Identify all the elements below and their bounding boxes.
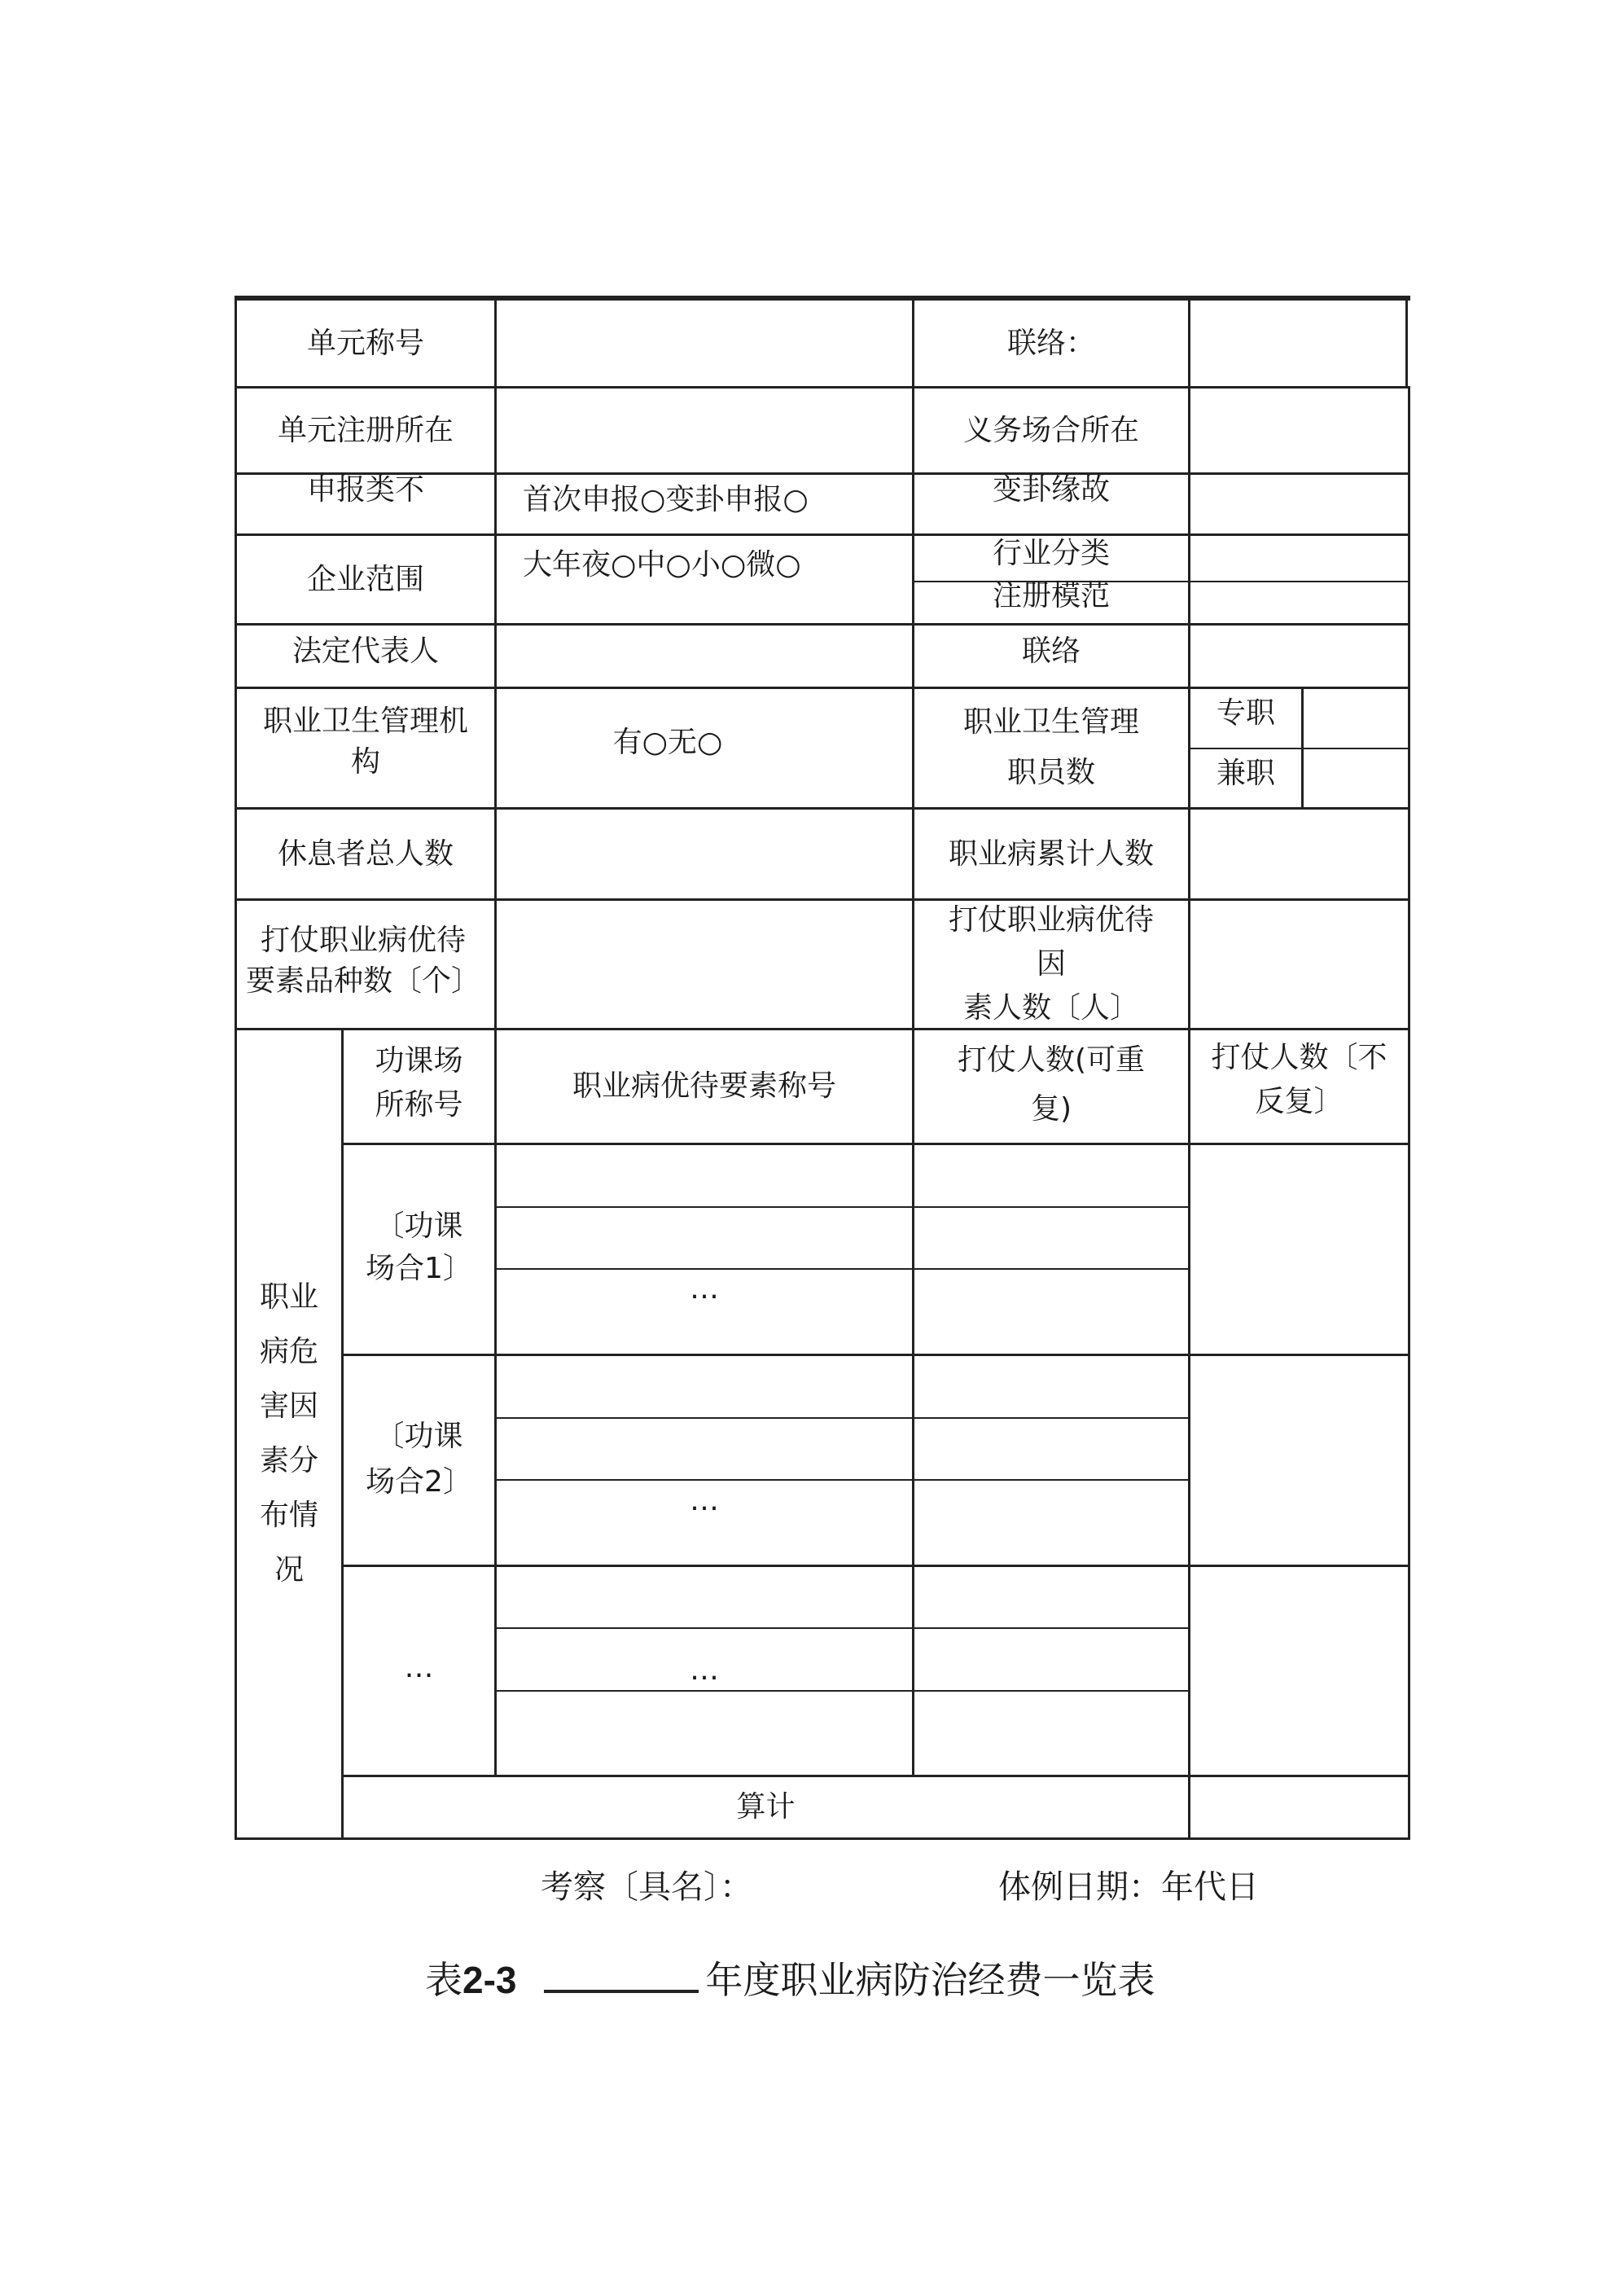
factor-kinds-field[interactable] [497,901,912,1028]
site-3-ellipsis: … [690,1653,719,1687]
hline [495,1417,1190,1419]
vline [235,296,237,1840]
cumulative-label: 职业病累计人数 [948,836,1154,871]
table-bottom-border [235,1837,1410,1840]
work-site-1-label: 〔功课 场合1〕 [366,1209,472,1285]
unit-name-field[interactable] [497,301,912,386]
scale-options[interactable]: 大年夜○中○小○微○ [523,548,801,582]
total-workers-field[interactable] [497,810,912,898]
fulltime-label: 专职 [1216,696,1275,730]
next-table-title [425,1951,1155,2004]
work-location-field[interactable] [1190,389,1408,472]
year-blank[interactable] [544,1957,699,1993]
reg-type-label: 注册模范 [992,579,1110,612]
total-label: 算计 [736,1790,796,1824]
fill-date-label: 体例日期：年代日 [998,1868,1259,1906]
change-reason-field[interactable] [1190,475,1408,533]
contact2-label: 联络 [1021,634,1081,668]
work-site-2-label: 〔功课 场合2〕 [366,1420,472,1499]
health-org-label: 职业卫生管理机 构 [262,705,468,779]
distribution-label: 职业 病危 害因 素分 布情 况 [259,1280,318,1587]
hline [342,1565,1410,1567]
report-type-label: 申报类不 [306,473,424,507]
fulltime-field[interactable] [1304,689,1408,748]
factor-name-header: 职业病优待要素称号 [572,1069,836,1103]
cumulative-field[interactable] [1190,810,1408,898]
contact-field[interactable] [1190,301,1405,386]
work-location-label: 义务场合所在 [962,413,1139,447]
contact-norepeat-header: 打仗人数〔不 反复〕 [1211,1041,1387,1118]
site-name-header: 功课场 所称号 [375,1044,463,1122]
parttime-label: 兼职 [1216,757,1275,790]
health-org-options[interactable]: 有○无○ [612,726,723,759]
vline [1405,296,1408,389]
vline [1408,386,1410,1840]
legal-rep-label: 法定代表人 [292,634,439,668]
industry-label: 行业分类 [992,537,1110,570]
site-2-ellipsis: … [690,1484,719,1517]
hline [495,1479,1190,1481]
factor-kinds-label: 打仗职业病优待 要素品种数〔个〕 [245,924,480,998]
hline [342,1143,1410,1145]
contact-repeat-header: 打仗人数(可重 复) [957,1043,1146,1126]
more-sites-ellipsis: … [404,1651,434,1684]
factor-people-field[interactable] [1190,901,1408,1028]
reg-location-label: 单元注册所在 [277,413,454,447]
title-number: 2-3 [462,1959,517,2001]
factor-people-label: 打仗职业病优待 因 素人数〔人〕 [948,903,1154,1025]
health-staff-label: 职业卫生管理 职员数 [962,705,1139,789]
title-text: 年度职业病防治经费一览表 [705,1958,1155,2002]
parttime-field[interactable] [1304,749,1408,807]
hline [342,1354,1410,1356]
hline [495,1627,1190,1629]
title-prefix: 表 [425,1958,462,2002]
reviewer-signature-label: 考察〔具名〕： [541,1868,752,1906]
hline [495,1690,1190,1692]
unit-name-label: 单元称号 [306,326,424,360]
reg-location-field[interactable] [497,389,912,472]
enterprise-scale-label: 企业范围 [306,562,424,596]
hline [495,1206,1190,1208]
contact-label: 联络： [1006,326,1095,360]
change-reason-label: 变卦缘故 [992,473,1110,507]
legal-rep-field[interactable] [497,626,912,687]
report-type-options[interactable]: 首次申报○变卦申报○ [523,483,809,516]
site-1-ellipsis: … [690,1272,719,1306]
total-field[interactable] [1190,1777,1408,1837]
total-workers-label: 休息者总人数 [277,836,454,871]
hline [495,1268,1190,1270]
